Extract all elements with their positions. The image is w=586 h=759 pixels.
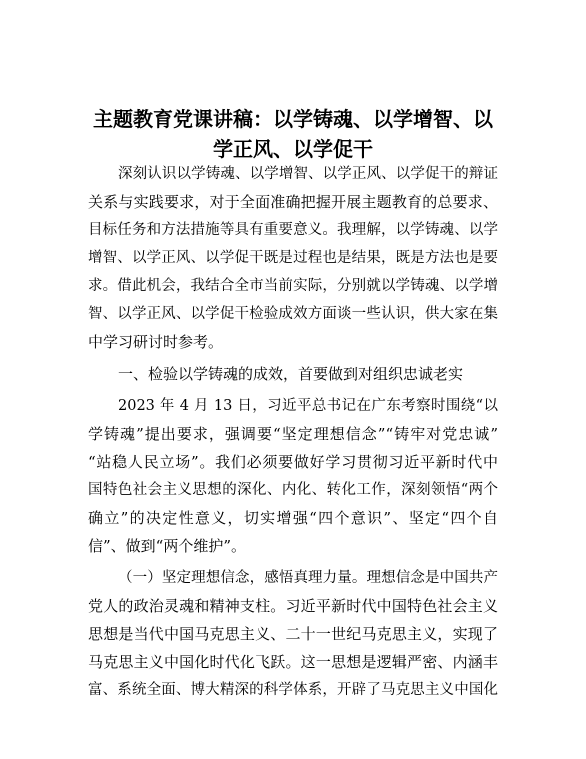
paragraph-line: 思想是当代中国马克思主义、二十一世纪马克思主义，实现了 (88, 625, 498, 643)
paragraph-line: 党人的政治灵魂和精神支柱。习近平新时代中国特色社会主义 (88, 597, 498, 615)
paragraph-line: （一）坚定理想信念，感悟真理力量。理想信念是中国共产 (118, 570, 498, 586)
paragraph-line: 求。借此机会，我结合全市当前实际，分别就以学铸魂、以学增 (88, 278, 498, 294)
paragraph-line: 国特色社会主义思想的深化、内化、转化工作，深刻领悟“两个 (88, 482, 498, 498)
paragraph-line: 目标任务和方法措施等具有重要意义。我理解，以学铸魂、以学 (88, 222, 498, 238)
paragraph-line: 马克思主义中国化时代化飞跃。这一思想是逻辑严密、内涵丰 (88, 653, 498, 671)
paragraph-line: 学铸魂”提出要求，强调要“坚定理想信念”“铸牢对党忠诚” (88, 425, 498, 443)
document-title-line-1: 主题教育党课讲稿：以学铸魂、以学增智、以 (93, 107, 493, 131)
paragraph-line: 2023 年 4 月 13 日，习近平总书记在广东考察时围绕“以 (118, 398, 498, 414)
paragraph-line: 关系与实践要求，对于全面准确把握开展主题教育的总要求、 (88, 193, 498, 211)
paragraph-line: 确立”的决定性意义，切实增强“四个意识”、坚定“四个自 (88, 509, 498, 527)
paragraph-line: 中学习研讨时参考。 (88, 333, 224, 351)
paragraph-line: 智、以学正风、以学促干检验成效方面谈一些认识，供大家在集 (88, 306, 498, 322)
paragraph-line: “站稳人民立场”。我们必须要做好学习贯彻习近平新时代中 (88, 453, 498, 471)
section-heading-line: 一、检验以学铸魂的成效，首要做到对组织忠诚老实 (118, 365, 464, 383)
paragraph-line: 增智、以学正风、以学促干既是过程也是结果，既是方法也是要 (88, 250, 498, 266)
paragraph-line: 富、系统全面、博大精深的科学体系，开辟了马克思主义中国化 (88, 682, 498, 698)
paragraph-line: 信”、做到“两个维护”。 (88, 537, 247, 555)
document-title-line-2: 学正风、以学促干 (213, 137, 373, 161)
paragraph-line: 深刻认识以学铸魂、以学增智、以学正风、以学促干的辩证 (118, 166, 498, 182)
